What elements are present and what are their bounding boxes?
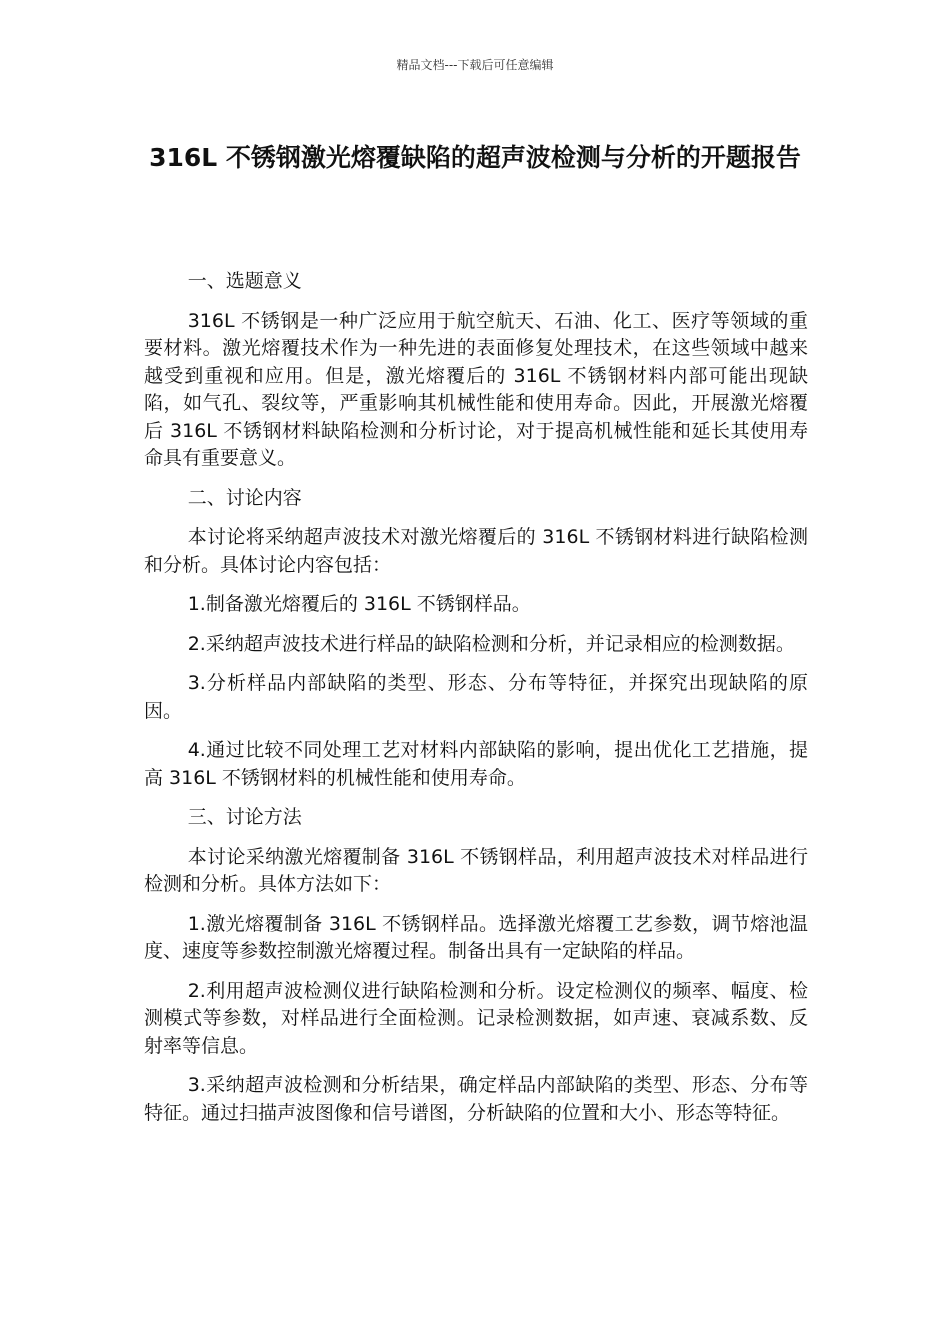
section-heading: 二、讨论内容	[187, 486, 302, 509]
document-body	[144, 268, 808, 1139]
paragraph: 316L 不锈钢是一种广泛应用于航空航天、石油、化工、医疗等领域的重要材料。激光熔覆技术作为一种先进的表面修复处理技术，在这些领域中越来越受到重视和应用。但是，激光熔覆后的 316L 不锈钢材料内部可能出现缺陷，如气孔、裂纹等，严重影响其机械性能和使用寿命。因此，开展激光熔覆后 316L 不锈钢材料缺陷检测和分析讨论，对于提高机械性能和延长其使用寿命具有重要意义。	[144, 309, 808, 469]
document-title: 316L 不锈钢激光熔覆缺陷的超声波检测与分析的开题报告	[149, 143, 801, 172]
section-heading: 三、讨论方法	[187, 806, 302, 828]
page-header-note: 精品文档---下载后可任意编辑	[396, 58, 554, 72]
section-heading: 一、选题意义	[187, 270, 302, 292]
list-item: 4.通过比较不同处理工艺对材料内部缺陷的影响，提出优化工艺措施，提高 316L 不锈钢材料的机械性能和使用寿命。	[144, 739, 808, 789]
list-item: 1.激光熔覆制备 316L 不锈钢样品。选择激光熔覆工艺参数，调节熔池温度、速度等参数控制激光熔覆过程。制备出具有一定缺陷的样品。	[144, 912, 808, 962]
list-item: 3.采纳超声波检测和分析结果，确定样品内部缺陷的类型、形态、分布等特征。通过扫描声波图像和信号谱图，分析缺陷的位置和大小、形态等特征。	[144, 1074, 808, 1124]
list-item: 1.制备激光熔覆后的 316L 不锈钢样品。	[187, 593, 531, 615]
paragraph: 本讨论采纳激光熔覆制备 316L 不锈钢样品，利用超声波技术对样品进行检测和分析。具体方法如下：	[144, 845, 808, 895]
list-item: 3.分析样品内部缺陷的类型、形态、分布等特征，并探究出现缺陷的原因。	[144, 672, 808, 722]
list-item: 2.采纳超声波技术进行样品的缺陷检测和分析，并记录相应的检测数据。	[187, 632, 795, 655]
paragraph: 本讨论将采纳超声波技术对激光熔覆后的 316L 不锈钢材料进行缺陷检测和分析。具体讨论内容包括：	[144, 526, 808, 576]
list-item: 2.利用超声波检测仪进行缺陷检测和分析。设定检测仪的频率、幅度、检测模式等参数，对样品进行全面检测。记录检测数据，如声速、衰减系数、反射率等信息。	[144, 979, 808, 1057]
